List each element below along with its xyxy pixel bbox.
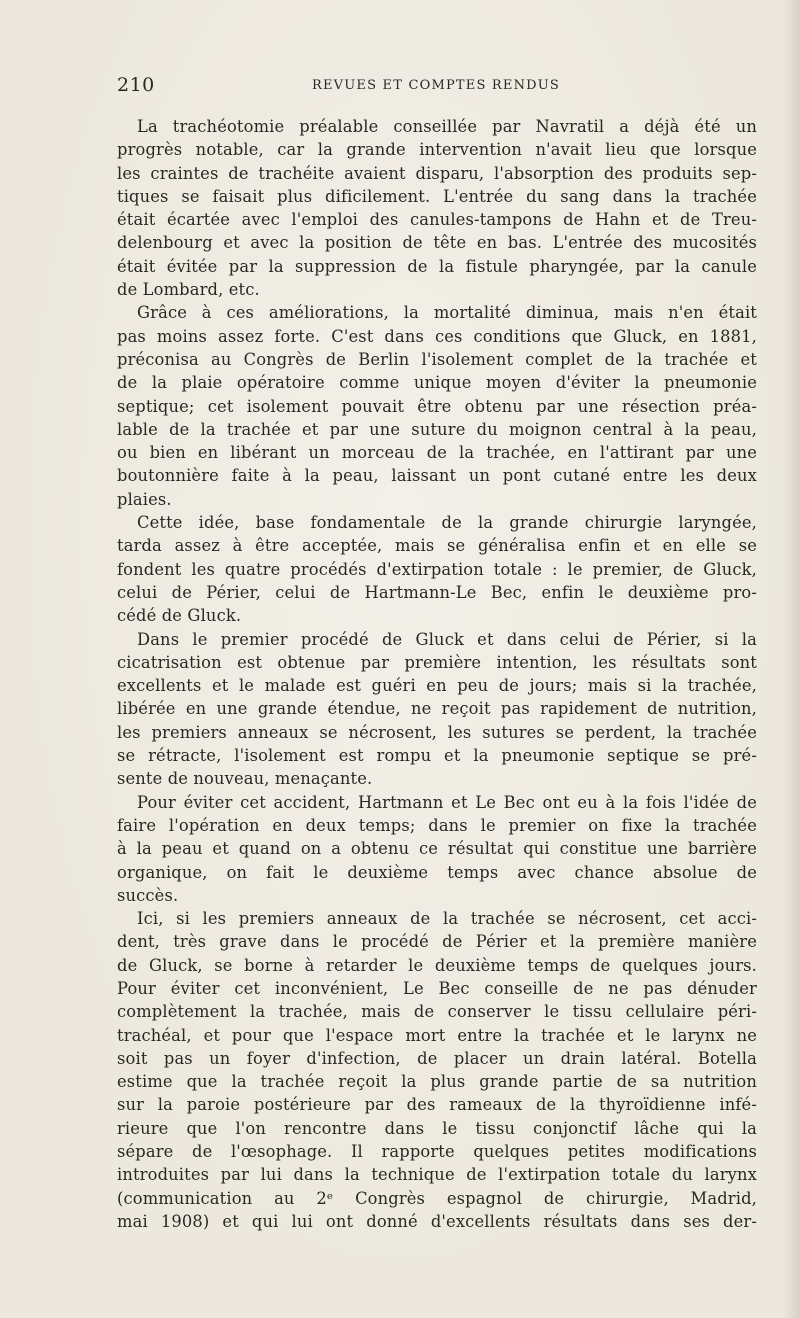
text-line: à la peau et quand on a obtenu ce résultat qui constitue une barrière [117,839,757,859]
text-line: delenbourg et avec la position de tête en bas. L'entrée des mucosités [117,233,757,253]
text-line: les craintes de trachéite avaient disparu, l'absorption des produits sep- [117,163,757,183]
text-line: était écartée avec l'emploi des canules-tampons de Hahn et de Treu- [117,210,757,230]
text-line: excellents et le malade est guéri en peu de jours; mais si la trachée, [117,676,757,696]
text-line: La trachéotomie préalable conseillée par Navratil a déjà été un [137,117,757,136]
text-line: cicatrisation est obtenue par première intention, les résultats sont [117,652,757,672]
text-line: organique, on fait le deuxième temps avec chance absolue de [117,862,757,882]
text-line: succès. [117,885,179,905]
text-line: (communication au 2ᵉ Congrès espagnol de chirurgie, Madrid, [117,1188,757,1208]
text-line: faire l'opération en deux temps; dans le premier on fixe la trachée [117,815,757,835]
text-line: septique; cet isolement pouvait être obtenu par une résection préa- [117,396,757,416]
text-line: estime que la trachée reçoit la plus grande partie de sa nutrition [117,1072,757,1092]
text-line: était évitée par la suppression de la fistule pharyngée, par la canule [117,256,757,276]
page-header [117,74,757,98]
text-line: celui de Périer, celui de Hartmann-Le Bec, enfin le deuxième pro- [117,582,757,602]
running-head: REVUES ET COMPTES RENDUS [312,78,561,93]
text-line: sente de nouveau, menaçante. [117,769,373,789]
text-line: tiques se faisait plus dificilement. L'entrée du sang dans la trachée [117,186,757,206]
text-line: Dans le premier procédé de Gluck et dans celui de Périer, si la [137,629,757,649]
text-line: lable de la trachée et par une suture du moignon central à la peau, [117,419,757,439]
text-line: trachéal, et pour que l'espace mort entre la trachée et le larynx ne [117,1025,757,1045]
text-line: de Lombard, etc. [117,280,260,300]
text-line: introduites par lui dans la technique de l'extirpation totale du larynx [117,1165,757,1185]
text-line: fondent les quatre procédés d'extirpation totale : le premier, de Gluck, [117,559,757,579]
text-line: Pour éviter cet accident, Hartmann et Le Bec ont eu à la fois l'idée de [137,792,757,812]
text-line: préconisa au Congrès de Berlin l'isolement complet de la trachée et [117,349,757,369]
text-line: Grâce à ces améliorations, la mortalité diminua, mais n'en était [137,303,757,323]
text-line: de la plaie opératoire comme unique moyen d'éviter la pneumonie [117,373,757,393]
page-number: 210 [117,74,155,96]
text-line: progrès notable, car la grande intervention n'avait lieu que lorsque [117,140,757,160]
text-line: rieure que l'on rencontre dans le tissu conjonctif lâche qui la [117,1118,757,1138]
text-line: complètement la trachée, mais de conserver le tissu cellulaire péri- [117,1002,757,1022]
text-line: libérée en une grande étendue, ne reçoit pas rapidement de nutrition, [117,699,757,719]
text-line: Ici, si les premiers anneaux de la trachée se nécrosent, cet acci- [137,909,757,929]
text-line: les premiers anneaux se nécrosent, les sutures se perdent, la trachée [117,722,757,742]
text-line: dent, très grave dans le procédé de Périer et la première manière [117,932,757,952]
body-text [117,115,757,1233]
text-line: sépare de l'œsophage. Il rapporte quelques petites modifications [117,1142,757,1162]
text-line: ou bien en libérant un morceau de la trachée, en l'attirant par une [117,443,757,463]
page-edge-shadow [782,0,800,1318]
text-line: boutonnière faite à la peau, laissant un pont cutané entre les deux [117,466,757,486]
text-line: plaies. [117,489,172,509]
text-line: sur la paroie postérieure par des rameaux de la thyroïdienne infé- [117,1095,757,1115]
text-line: mai 1908) et qui lui ont donné d'excellents résultats dans ses der- [117,1211,757,1231]
text-line: tarda assez à être acceptée, mais se généralisa enfin et en elle se [117,536,757,556]
text-line: cédé de Gluck. [117,606,242,626]
text-line: se rétracte, l'isolement est rompu et la pneumonie septique se pré- [117,746,757,766]
text-line: de Gluck, se borne à retarder le deuxième temps de quelques jours. [117,955,757,975]
text-line: pas moins assez forte. C'est dans ces conditions que Gluck, en 1881, [117,326,757,346]
text-line: soit pas un foyer d'infection, de placer un drain latéral. Botella [117,1048,757,1068]
text-line: Pour éviter cet inconvénient, Le Bec conseille de ne pas dénuder [117,978,757,998]
text-line: Cette idée, base fondamentale de la grande chirurgie laryngée, [137,513,757,533]
